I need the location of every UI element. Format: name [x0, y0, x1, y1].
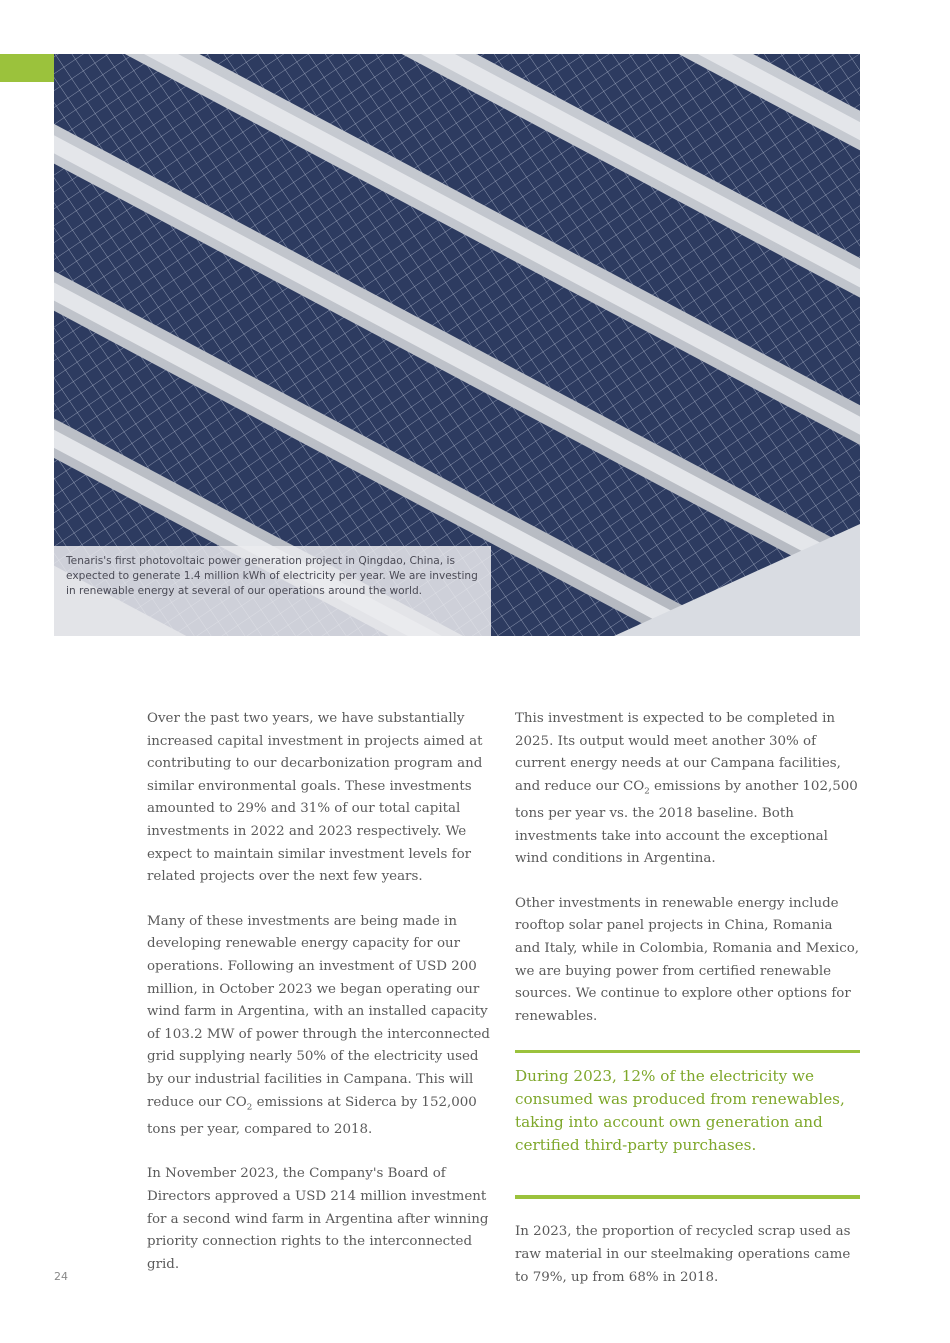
pull-quote-text: During 2023, 12% of the electricity we consumed was produced from renewables, taking into account own generation and certified third-party purchases.	[515, 1067, 845, 1155]
paragraph-other-renewables: Other investments in renewable energy include rooftop solar panel projects in China, Romania and Italy, while in Colombia, Romania and Mexico, we are buying power from certified renewable sources. We continue to explore other options for renewables.	[515, 895, 860, 1024]
paragraph-capital-investment: Over the past two years, we have substantially increased capital investment in projects aimed at contributing to our decarbonization program and similar environmental goals. These investments amounted to 29% and 31% of our total capital investments in 2022 and 2023 respectively. We expect to maintain similar investment levels for related projects over the next few years.	[147, 711, 483, 885]
quote-bottom-rule	[515, 1195, 860, 1199]
right-text-column	[515, 708, 860, 1311]
paragraph-investment-completion: This investment is expected to be completed in 2025. Its output would meet another 30% of current energy needs at our Campana facilities, and reduce our $CO_2$ emissions by another 102,500 tons per year vs. the 2018 baseline. Both investments take into account the exceptional wind conditions in Argentina.	[515, 711, 858, 867]
paragraph-wind-farm: Many of these investments are being made in developing renewable energy capacity for our operations. Following an investment of USD 200 million, in October 2023 we began operating our wind farm in Argentina, with an installed capacity of 103.2 MW of power through the interconnected grid supplying nearly 50% of the electricity used by our industrial facilities in Campana. This will reduce our $CO_2$ emissions at Siderca by 152,000 tons per year, compared to 2018.	[147, 913, 491, 1137]
paragraph-recycled-scrap: In 2023, the proportion of recycled scrap used as raw material in our steelmaking operations came to 79%, up from 68% in 2018.	[515, 1224, 851, 1285]
left-text-column	[147, 708, 492, 1298]
page-number: 24	[54, 1270, 68, 1283]
paragraph-second-wind-farm: In November 2023, the Company's Board of Directors approved a USD 214 million investment for a second wind farm in Argentina after winning priority connection rights to the interconnected grid.	[147, 1166, 489, 1272]
section-accent-tab	[0, 54, 54, 82]
photo-caption: Tenaris's first photovoltaic power generation project in Qingdao, China, is expected to generate 1.4 million kWh of electricity per year. We are investing in renewable energy at several of our operations around the world.	[54, 546, 491, 636]
pull-quote	[515, 1050, 860, 1199]
